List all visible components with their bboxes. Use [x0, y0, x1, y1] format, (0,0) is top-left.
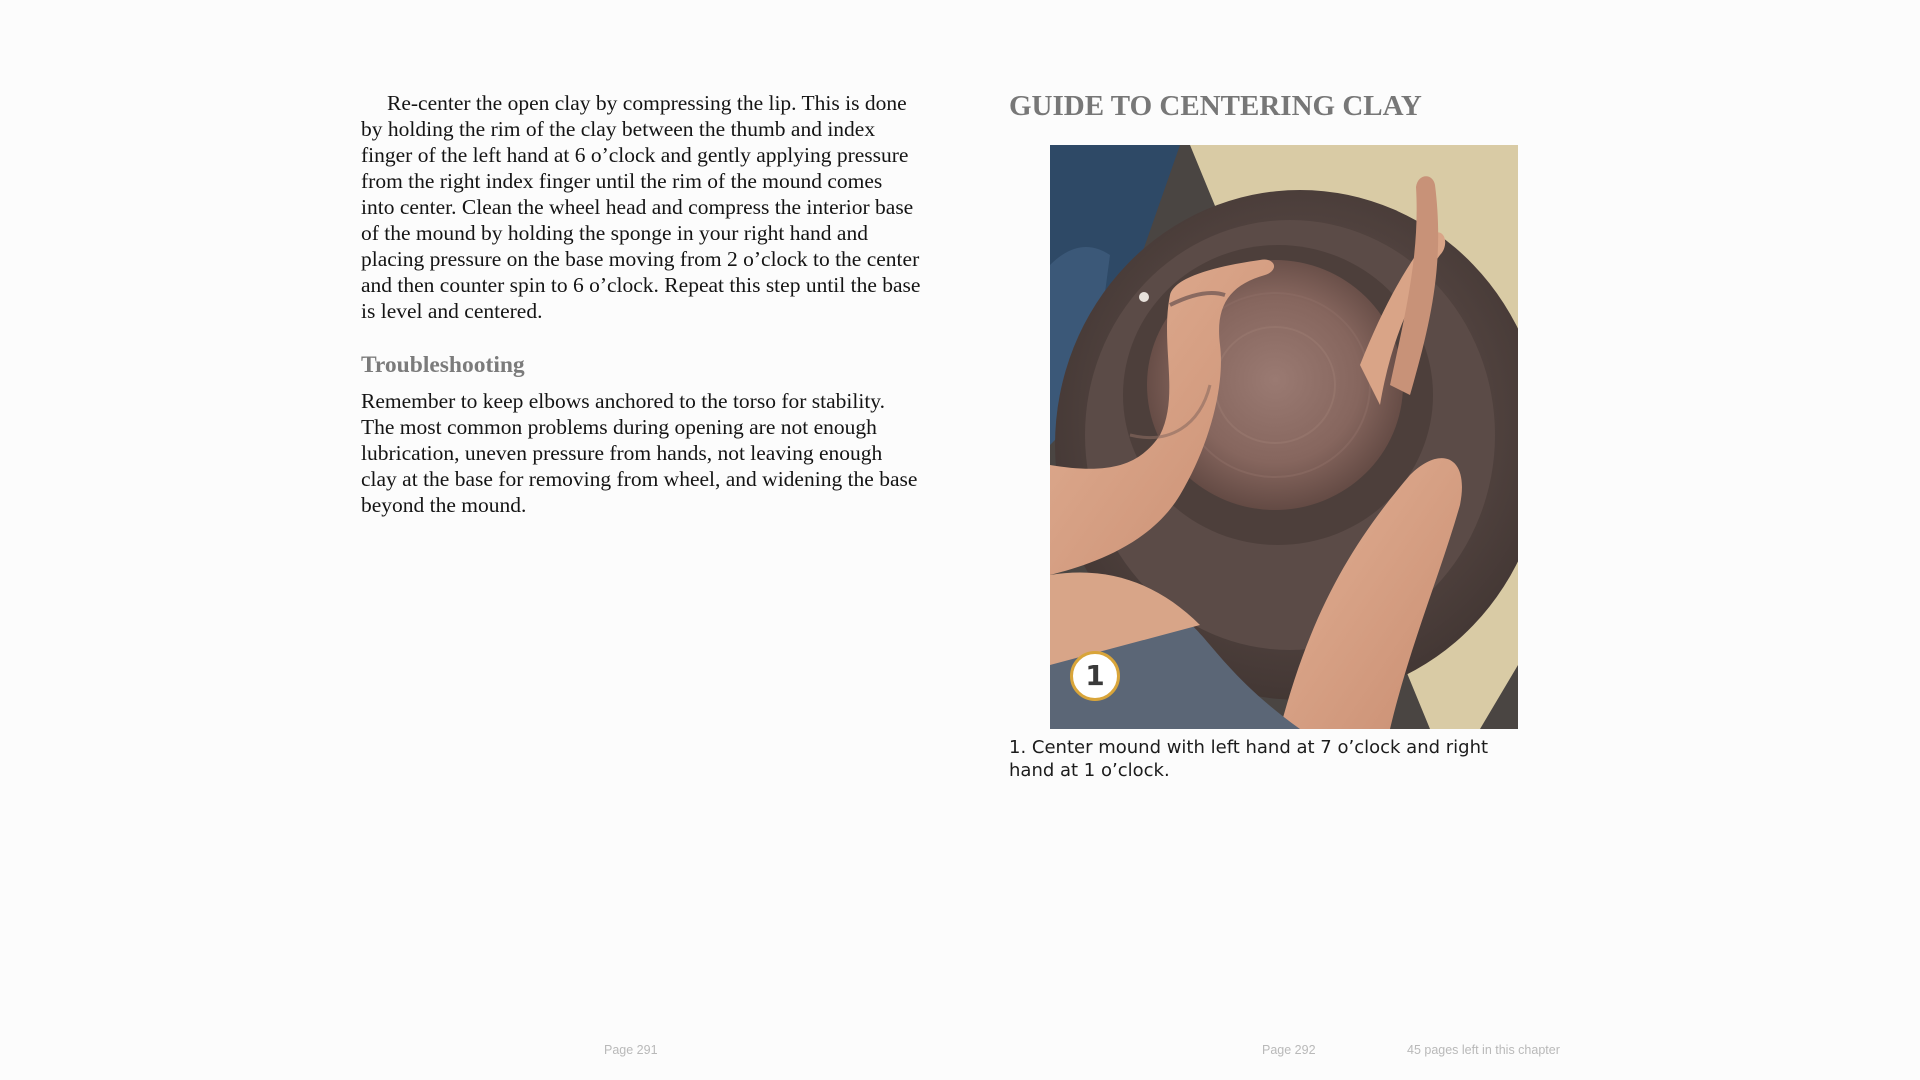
pages-left-in-chapter: 45 pages left in this chapter	[1407, 1043, 1560, 1057]
section-heading-troubleshooting: Troubleshooting	[361, 352, 525, 378]
body-paragraph: Remember to keep elbows anchored to the torso for stability. The most common problems during opening are not enough lubrication, uneven pressure from hands, not leaving enough clay at the base for removing from wheel, and widening the base beyond the mound.	[361, 389, 918, 517]
right-page	[1009, 88, 1529, 781]
figure-caption: 1. Center mound with left hand at 7 o’clock and right hand at 1 o’clock.	[1009, 737, 1489, 781]
right-page-number: Page 292	[1262, 1043, 1316, 1057]
left-page-number: Page 291	[604, 1043, 658, 1057]
left-page	[361, 90, 921, 518]
figure-number-label: 1	[1085, 659, 1105, 692]
body-paragraph: Re-center the open clay by compressing the lip. This is done by holding the rim of the clay between the thumb and index finger of the left hand at 6 o’clock and gently applying pressure from the right index finger until the rim of the mound comes into center. Clean the wheel head and compress the interior base of the mound by holding the sponge in your right hand and placing pressure on the base moving from 2 o’clock to the center and then counter spin to 6 o’clock. Repeat this step until the base is level and centered.	[361, 91, 921, 323]
pottery-wheel-illustration	[1050, 145, 1518, 729]
chapter-title: GUIDE TO CENTERING CLAY	[1009, 90, 1422, 122]
figure-photo-centering-clay	[1050, 145, 1518, 729]
figure-number-badge	[1070, 651, 1120, 701]
